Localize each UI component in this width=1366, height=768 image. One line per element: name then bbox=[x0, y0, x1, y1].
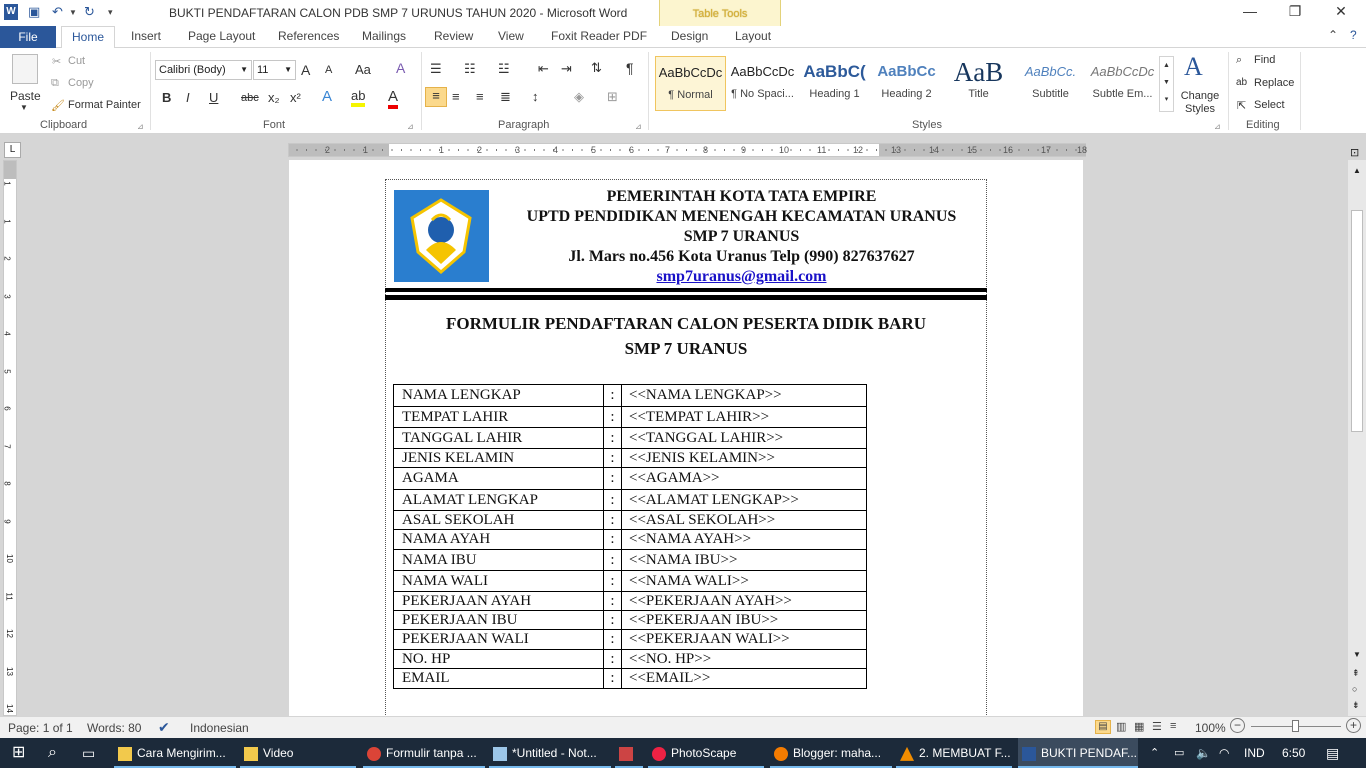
folder-icon bbox=[118, 747, 132, 761]
form-field-label: NAMA LENGKAP bbox=[394, 385, 604, 407]
style-name: Title bbox=[968, 88, 989, 100]
next-page-icon[interactable]: ⇟ bbox=[1352, 700, 1360, 710]
tab-insert[interactable]: Insert bbox=[131, 29, 162, 43]
replace-icon: ab bbox=[1236, 77, 1248, 88]
taskbar-item-blogger[interactable] bbox=[770, 738, 894, 768]
form-field-separator: : bbox=[604, 571, 622, 592]
form-field-label: JENIS KELAMIN bbox=[394, 449, 604, 468]
font-name-value: Calibri (Body) bbox=[159, 64, 226, 76]
underline-button[interactable]: U bbox=[209, 90, 219, 105]
form-field-value[interactable]: <<PEKERJAAN AYAH>> bbox=[622, 592, 867, 611]
zoom-level[interactable]: 100% bbox=[1195, 721, 1226, 735]
form-field-value[interactable]: <<ALAMAT LENGKAP>> bbox=[622, 490, 867, 511]
form-row bbox=[394, 550, 867, 571]
paragraph-group-label: Paragraph bbox=[498, 119, 550, 131]
form-field-separator: : bbox=[604, 428, 622, 449]
line-spacing-icon[interactable]: ↕ bbox=[532, 89, 539, 104]
title-bar bbox=[0, 0, 1366, 26]
proofing-icon[interactable]: ✔ bbox=[158, 719, 170, 735]
tab-design[interactable]: Design bbox=[671, 29, 709, 43]
ruler-tick-label: 16 bbox=[1003, 145, 1014, 155]
font-name-dropdown[interactable] bbox=[155, 60, 252, 80]
ruler-tick-label: 9 bbox=[2, 518, 12, 524]
form-field-label: PEKERJAAN WALI bbox=[394, 630, 604, 650]
font-color-icon[interactable]: A bbox=[388, 88, 398, 109]
form-row bbox=[394, 611, 867, 630]
ribbon bbox=[0, 48, 1366, 134]
style-subtle-emphasis[interactable] bbox=[1087, 56, 1158, 111]
input-language[interactable]: IND bbox=[1244, 746, 1265, 760]
close-button[interactable]: ✕ bbox=[1335, 3, 1347, 19]
redo-icon[interactable]: ↻ bbox=[84, 4, 95, 19]
ruler-tick-label: 3 bbox=[2, 293, 12, 299]
style-name: Subtle Em... bbox=[1092, 88, 1153, 100]
header-address: Jl. Mars no.456 Kota Uranus Telp (990) 827637627 bbox=[568, 248, 915, 265]
form-field-value[interactable]: <<AGAMA>> bbox=[622, 468, 867, 490]
taskbar-item-label: *Untitled - Not... bbox=[512, 746, 597, 760]
scroll-down-icon[interactable]: ▼ bbox=[1353, 650, 1361, 659]
vlc-icon bbox=[900, 747, 914, 761]
form-field-label: NO. HP bbox=[394, 650, 604, 669]
header-line-3: SMP 7 URANUS bbox=[683, 228, 800, 245]
form-row bbox=[394, 468, 867, 490]
ruler-tick-label: 10 bbox=[4, 554, 14, 563]
form-field-label: ASAL SEKOLAH bbox=[394, 511, 604, 530]
borders-icon[interactable]: ⊞ bbox=[607, 89, 618, 104]
binoculars-icon: ⌕ bbox=[1236, 54, 1243, 66]
align-left-icon[interactable]: ≡ bbox=[425, 87, 447, 107]
full-screen-reading-icon[interactable]: ▥ bbox=[1116, 721, 1127, 733]
ruler-tick-label: 13 bbox=[891, 145, 902, 155]
ruler-tick-label: 6 bbox=[2, 406, 12, 411]
ruler-tick-label: 2 bbox=[2, 256, 12, 261]
style-preview: AaBbCc bbox=[877, 63, 936, 80]
zoom-slider-thumb[interactable] bbox=[1292, 720, 1299, 732]
header-email-link[interactable]: smp7uranus@gmail.com bbox=[656, 268, 827, 285]
bold-button[interactable]: B bbox=[162, 90, 172, 105]
form-field-value[interactable]: <<PEKERJAAN IBU>> bbox=[622, 611, 867, 630]
tab-file[interactable]: File bbox=[0, 26, 56, 48]
style-subtitle[interactable] bbox=[1015, 56, 1086, 111]
taskbar-item-label: 2. MEMBUAT F... bbox=[919, 746, 1011, 760]
form-field-label: AGAMA bbox=[394, 468, 604, 490]
ruler-tick-label: 11 bbox=[817, 145, 827, 155]
form-field-separator: : bbox=[604, 650, 622, 669]
wifi-icon[interactable]: ◠ bbox=[1219, 746, 1230, 760]
tab-review[interactable]: Review bbox=[434, 29, 474, 43]
restore-button[interactable]: ❐ bbox=[1288, 3, 1302, 19]
ruler-tick-label: 5 bbox=[2, 368, 12, 374]
undo-dropdown-icon[interactable]: ▼ bbox=[69, 8, 77, 17]
form-field-separator: : bbox=[604, 511, 622, 530]
form-field-value[interactable]: <<NAMA AYAH>> bbox=[622, 530, 867, 550]
taskbar-item-label: Formulir tanpa ... bbox=[386, 746, 477, 760]
form-row bbox=[394, 385, 867, 407]
replace-button[interactable]: Replace bbox=[1254, 77, 1295, 89]
form-field-separator: : bbox=[604, 630, 622, 650]
form-field-value[interactable]: <<EMAIL>> bbox=[622, 669, 867, 689]
taskbar-item-video[interactable] bbox=[240, 738, 358, 768]
ribbon-tab-row bbox=[0, 26, 1366, 48]
taskbar-item-label: Video bbox=[263, 746, 294, 760]
style-name: ¶ Normal bbox=[668, 89, 713, 101]
form-row bbox=[394, 428, 867, 449]
ruler-tick-label: 9 bbox=[741, 145, 747, 155]
form-row bbox=[394, 407, 867, 428]
form-field-separator: : bbox=[604, 449, 622, 468]
ruler-tick-label: 10 bbox=[779, 145, 790, 155]
form-field-value[interactable]: <<NAMA LENGKAP>> bbox=[622, 385, 867, 407]
ruler-tick-label: 7 bbox=[665, 145, 671, 155]
print-layout-icon[interactable]: ▤ bbox=[1095, 720, 1111, 734]
ruler-tick-label: 11 bbox=[4, 591, 14, 601]
form-subtitle: SMP 7 URANUS bbox=[624, 339, 748, 358]
multilevel-list-icon[interactable]: ☳ bbox=[498, 61, 510, 76]
clock[interactable]: 6:50 bbox=[1282, 746, 1306, 760]
style-name: Heading 1 bbox=[809, 88, 860, 100]
clipboard-icon bbox=[12, 54, 38, 84]
ruler-tick-label: 1 bbox=[363, 145, 369, 155]
bullets-icon[interactable]: ☰ bbox=[430, 61, 442, 76]
search-icon[interactable]: ⌕ bbox=[48, 744, 57, 761]
text-effects-icon[interactable]: A bbox=[322, 88, 333, 105]
form-field-label: ALAMAT LENGKAP bbox=[394, 490, 604, 511]
font-size-dropdown[interactable] bbox=[253, 60, 296, 80]
taskbar-item-label: Cara Mengirim... bbox=[137, 746, 226, 760]
app-icon bbox=[619, 747, 633, 761]
show-hidden-icons-icon[interactable]: ⌃ bbox=[1150, 747, 1160, 759]
highlight-icon[interactable]: ab bbox=[351, 88, 365, 107]
previous-page-icon[interactable]: ⇞ bbox=[1352, 668, 1360, 678]
tab-mailings[interactable]: Mailings bbox=[362, 29, 407, 43]
ruler-tick-label: 8 bbox=[703, 145, 709, 155]
clipboard-launcher-icon[interactable]: ⊿ bbox=[137, 122, 144, 131]
select-button[interactable]: Select bbox=[1254, 99, 1285, 111]
form-field-separator: : bbox=[604, 385, 622, 407]
shading-icon[interactable]: ◈ bbox=[574, 89, 584, 104]
form-row bbox=[394, 669, 867, 689]
style-preview: AaBbCcDc bbox=[730, 64, 795, 79]
scroll-up-icon[interactable]: ▲ bbox=[1353, 166, 1361, 175]
notifications-icon[interactable]: ▤ bbox=[1326, 745, 1340, 761]
italic-button[interactable]: I bbox=[186, 90, 190, 105]
undo-icon[interactable]: ↶ bbox=[52, 4, 63, 19]
ruler-tick-label: 2 bbox=[325, 145, 331, 155]
taskbar-item-vlc[interactable] bbox=[896, 738, 1014, 768]
ruler-tick-label: 14 bbox=[4, 704, 14, 713]
taskbar-item-photoscape[interactable] bbox=[648, 738, 766, 768]
ruler-tick-label: 2 bbox=[477, 145, 483, 155]
form-field-value[interactable]: <<NAMA IBU>> bbox=[622, 550, 867, 571]
strikethrough-button[interactable]: abc bbox=[241, 92, 259, 104]
paragraph-launcher-icon[interactable]: ⊿ bbox=[635, 122, 642, 131]
shrink-font-button[interactable]: A bbox=[325, 64, 333, 76]
taskbar-item-label: BUKTI PENDAF... bbox=[1041, 746, 1138, 760]
ruler-tick-label: 1 bbox=[2, 218, 12, 224]
school-logo bbox=[394, 190, 489, 282]
form-title: FORMULIR PENDAFTARAN CALON PESERTA DIDIK BARU bbox=[446, 314, 926, 333]
taskbar-item-cara-mengirim[interactable] bbox=[114, 738, 238, 768]
word-app-icon[interactable]: W bbox=[4, 4, 18, 20]
battery-icon[interactable]: ▭ bbox=[1174, 747, 1185, 759]
ruler-tick-label: 4 bbox=[2, 331, 12, 336]
style-name: ¶ No Spaci... bbox=[731, 88, 794, 100]
style-preview: AaB bbox=[953, 57, 1004, 87]
change-styles-button[interactable]: Change Styles bbox=[1180, 90, 1220, 115]
chrome-icon bbox=[367, 747, 381, 761]
form-field-value[interactable]: <<JENIS KELAMIN>> bbox=[622, 449, 867, 468]
styles-scroll[interactable]: ▲ ▼ ▾ bbox=[1159, 56, 1174, 112]
outline-icon[interactable]: ☰ bbox=[1152, 721, 1162, 733]
ruler-tick-label: 1 bbox=[2, 181, 12, 186]
minimize-button[interactable]: — bbox=[1243, 3, 1257, 19]
form-field-label: EMAIL bbox=[394, 669, 604, 689]
start-windows-icon[interactable]: ⊞ bbox=[12, 744, 26, 761]
font-group-label: Font bbox=[263, 119, 286, 131]
ruler-tick-label: 7 bbox=[2, 443, 12, 449]
styles-launcher-icon[interactable]: ⊿ bbox=[1214, 122, 1221, 131]
collapse-ribbon-icon[interactable]: ⌃ bbox=[1328, 28, 1339, 42]
form-field-label: TANGGAL LAHIR bbox=[394, 428, 604, 449]
header-rule-thick-2 bbox=[385, 295, 987, 300]
ruler-tick-label: 3 bbox=[515, 145, 521, 155]
save-icon[interactable]: ▣ bbox=[28, 4, 41, 19]
grow-font-button[interactable]: A bbox=[301, 62, 311, 78]
style-normal[interactable] bbox=[655, 56, 726, 111]
header-line-2: UPTD PENDIDIKAN MENENGAH KECAMATAN URANUS bbox=[526, 208, 957, 225]
form-field-label: NAMA AYAH bbox=[394, 530, 604, 550]
notepad-icon bbox=[493, 747, 507, 761]
form-row bbox=[394, 650, 867, 669]
zoom-in-button[interactable]: + bbox=[1346, 718, 1361, 733]
taskbar-item-label: PhotoScape bbox=[671, 746, 737, 760]
word-count[interactable]: Words: 80 bbox=[87, 721, 142, 735]
status-bar bbox=[0, 716, 1366, 738]
taskbar-item-notepad[interactable] bbox=[489, 738, 613, 768]
form-field-separator: : bbox=[604, 592, 622, 611]
form-field-value[interactable]: <<NAMA WALI>> bbox=[622, 571, 867, 592]
numbering-icon[interactable]: ☷ bbox=[464, 61, 476, 76]
tab-view[interactable]: View bbox=[498, 29, 524, 43]
taskbar-item-app[interactable] bbox=[615, 738, 643, 768]
align-center-icon[interactable]: ≡ bbox=[452, 89, 460, 104]
photoscape-icon bbox=[652, 747, 666, 761]
page-count[interactable]: Page: 1 of 1 bbox=[8, 721, 73, 735]
align-right-icon[interactable]: ≡ bbox=[476, 89, 484, 104]
form-field-label: PEKERJAAN IBU bbox=[394, 611, 604, 630]
task-view-icon[interactable]: ▭ bbox=[82, 745, 96, 761]
taskbar-item-word[interactable] bbox=[1018, 738, 1138, 768]
chevron-down-icon: ▼ bbox=[240, 65, 248, 74]
font-launcher-icon[interactable]: ⊿ bbox=[407, 122, 414, 131]
show-formatting-button[interactable]: ¶ bbox=[626, 60, 634, 76]
header-line-1: PEMERINTAH KOTA TATA EMPIRE bbox=[606, 188, 877, 205]
taskbar-item-formulir[interactable] bbox=[363, 738, 487, 768]
copy-button[interactable]: Copy bbox=[68, 77, 94, 89]
form-field-value[interactable]: <<TEMPAT LAHIR>> bbox=[622, 407, 867, 428]
taskbar-item-label: Blogger: maha... bbox=[793, 746, 882, 760]
header-rule-thick bbox=[385, 288, 987, 292]
web-layout-icon[interactable]: ▦ bbox=[1134, 721, 1145, 733]
ruler-toggle-icon[interactable]: ⊡ bbox=[1350, 147, 1360, 159]
form-field-value[interactable]: <<PEKERJAAN WALI>> bbox=[622, 630, 867, 650]
paste-button[interactable]: Paste bbox=[10, 89, 41, 103]
language-status[interactable]: Indonesian bbox=[190, 721, 249, 735]
style-heading-2[interactable] bbox=[871, 56, 942, 111]
tut-wuri-handayani-emblem-icon bbox=[394, 190, 489, 282]
ruler-tick-label: 4 bbox=[553, 145, 559, 155]
ruler-tick-label: 1 bbox=[439, 145, 445, 155]
paste-dropdown-icon[interactable]: ▼ bbox=[20, 103, 28, 112]
registration-form-table bbox=[393, 384, 867, 689]
clear-formatting-button[interactable]: A bbox=[396, 60, 406, 76]
styles-group-label: Styles bbox=[912, 119, 942, 131]
style-preview: AaBbCcDc bbox=[1090, 64, 1155, 79]
ruler-tick-label: 12 bbox=[4, 629, 14, 638]
form-row bbox=[394, 490, 867, 511]
form-row bbox=[394, 571, 867, 592]
form-row bbox=[394, 592, 867, 611]
superscript-button[interactable]: x² bbox=[290, 90, 301, 105]
ruler-tick-label: 18 bbox=[1077, 145, 1088, 155]
form-field-separator: : bbox=[604, 490, 622, 511]
increase-indent-icon[interactable]: ⇥ bbox=[561, 61, 572, 76]
form-field-separator: : bbox=[604, 611, 622, 630]
form-field-label: NAMA IBU bbox=[394, 550, 604, 571]
tab-foxit-reader-pdf[interactable]: Foxit Reader PDF bbox=[551, 29, 648, 43]
scrollbar-thumb[interactable] bbox=[1351, 210, 1363, 432]
form-field-value[interactable]: <<NO. HP>> bbox=[622, 650, 867, 669]
form-field-label: TEMPAT LAHIR bbox=[394, 407, 604, 428]
form-row bbox=[394, 511, 867, 530]
ruler-tick-label: 12 bbox=[853, 145, 864, 155]
help-icon[interactable]: ? bbox=[1350, 28, 1357, 42]
style-preview: AaBbC( bbox=[803, 62, 866, 81]
windows-taskbar bbox=[0, 738, 1366, 768]
ruler-tick-label: 13 bbox=[4, 666, 14, 676]
form-field-separator: : bbox=[604, 407, 622, 428]
clipboard-group-label: Clipboard bbox=[40, 119, 88, 131]
volume-icon[interactable]: 🔈 bbox=[1196, 746, 1211, 760]
copy-icon: ⧉ bbox=[51, 77, 59, 89]
ruler-tick-label: 6 bbox=[629, 145, 635, 155]
style-preview: AaBbCc. bbox=[1024, 64, 1077, 79]
tab-layout[interactable]: Layout bbox=[735, 29, 772, 43]
horizontal-ruler[interactable] bbox=[288, 143, 1086, 157]
window-title: BUKTI PENDAFTARAN CALON PDB SMP 7 URUNUS TAHUN 2020 - Microsoft Word bbox=[169, 6, 628, 20]
sort-icon[interactable]: ⇅ bbox=[591, 60, 602, 75]
editing-group-label: Editing bbox=[1246, 119, 1280, 131]
draft-icon[interactable]: ≡ bbox=[1170, 720, 1177, 732]
font-size-value: 11 bbox=[257, 64, 269, 76]
cursor-icon: ⇱ bbox=[1237, 100, 1247, 112]
tab-selector[interactable]: L bbox=[4, 142, 21, 158]
change-styles-icon: A bbox=[1184, 52, 1203, 81]
form-field-label: NAMA WALI bbox=[394, 571, 604, 592]
format-painter-button[interactable]: Format Painter bbox=[68, 99, 141, 111]
change-case-button[interactable]: Aa bbox=[355, 62, 371, 77]
form-row bbox=[394, 449, 867, 468]
firefox-icon bbox=[774, 747, 788, 761]
style-no-spacing[interactable] bbox=[727, 56, 798, 111]
decrease-indent-icon[interactable]: ⇤ bbox=[538, 61, 549, 76]
form-field-separator: : bbox=[604, 530, 622, 550]
style-preview: AaBbCcDc bbox=[658, 65, 723, 80]
format-painter-icon: 🖌 bbox=[51, 100, 65, 112]
tab-home[interactable]: Home bbox=[61, 26, 115, 49]
form-field-value[interactable]: <<ASAL SEKOLAH>> bbox=[622, 511, 867, 530]
form-row bbox=[394, 530, 867, 550]
form-row bbox=[394, 630, 867, 650]
form-field-separator: : bbox=[604, 550, 622, 571]
word-icon bbox=[1022, 747, 1036, 761]
ruler-tick-label: 5 bbox=[591, 145, 597, 155]
form-field-value[interactable]: <<TANGGAL LAHIR>> bbox=[622, 428, 867, 449]
style-name: Subtitle bbox=[1032, 88, 1069, 100]
ruler-tick-label: 8 bbox=[2, 481, 12, 486]
style-name: Heading 2 bbox=[881, 88, 932, 100]
tab-page-layout[interactable]: Page Layout bbox=[188, 29, 256, 43]
customize-qat-icon[interactable]: ▾ bbox=[108, 7, 113, 17]
tab-references[interactable]: References bbox=[278, 29, 340, 43]
justify-icon[interactable]: ≣ bbox=[500, 89, 511, 104]
subscript-button[interactable]: x₂ bbox=[268, 90, 280, 105]
table-tools-contextual-tab: Table Tools bbox=[659, 0, 781, 26]
folder-icon bbox=[244, 747, 258, 761]
find-button[interactable]: Find bbox=[1254, 54, 1276, 66]
vertical-ruler[interactable] bbox=[3, 160, 17, 716]
cut-button[interactable]: Cut bbox=[68, 55, 86, 67]
scissors-icon: ✂ bbox=[52, 56, 62, 68]
browse-object-icon[interactable]: ○ bbox=[1352, 684, 1358, 694]
ruler-tick-label: 14 bbox=[929, 145, 940, 155]
style-heading-1[interactable] bbox=[799, 56, 870, 111]
style-title[interactable] bbox=[943, 56, 1014, 111]
form-field-separator: : bbox=[604, 669, 622, 689]
ruler-tick-label: 17 bbox=[1041, 145, 1052, 155]
form-field-separator: : bbox=[604, 468, 622, 490]
form-field-label: PEKERJAAN AYAH bbox=[394, 592, 604, 611]
ruler-tick-label: 15 bbox=[967, 145, 978, 155]
zoom-out-button[interactable]: − bbox=[1230, 718, 1245, 733]
chevron-down-icon: ▼ bbox=[284, 65, 292, 74]
